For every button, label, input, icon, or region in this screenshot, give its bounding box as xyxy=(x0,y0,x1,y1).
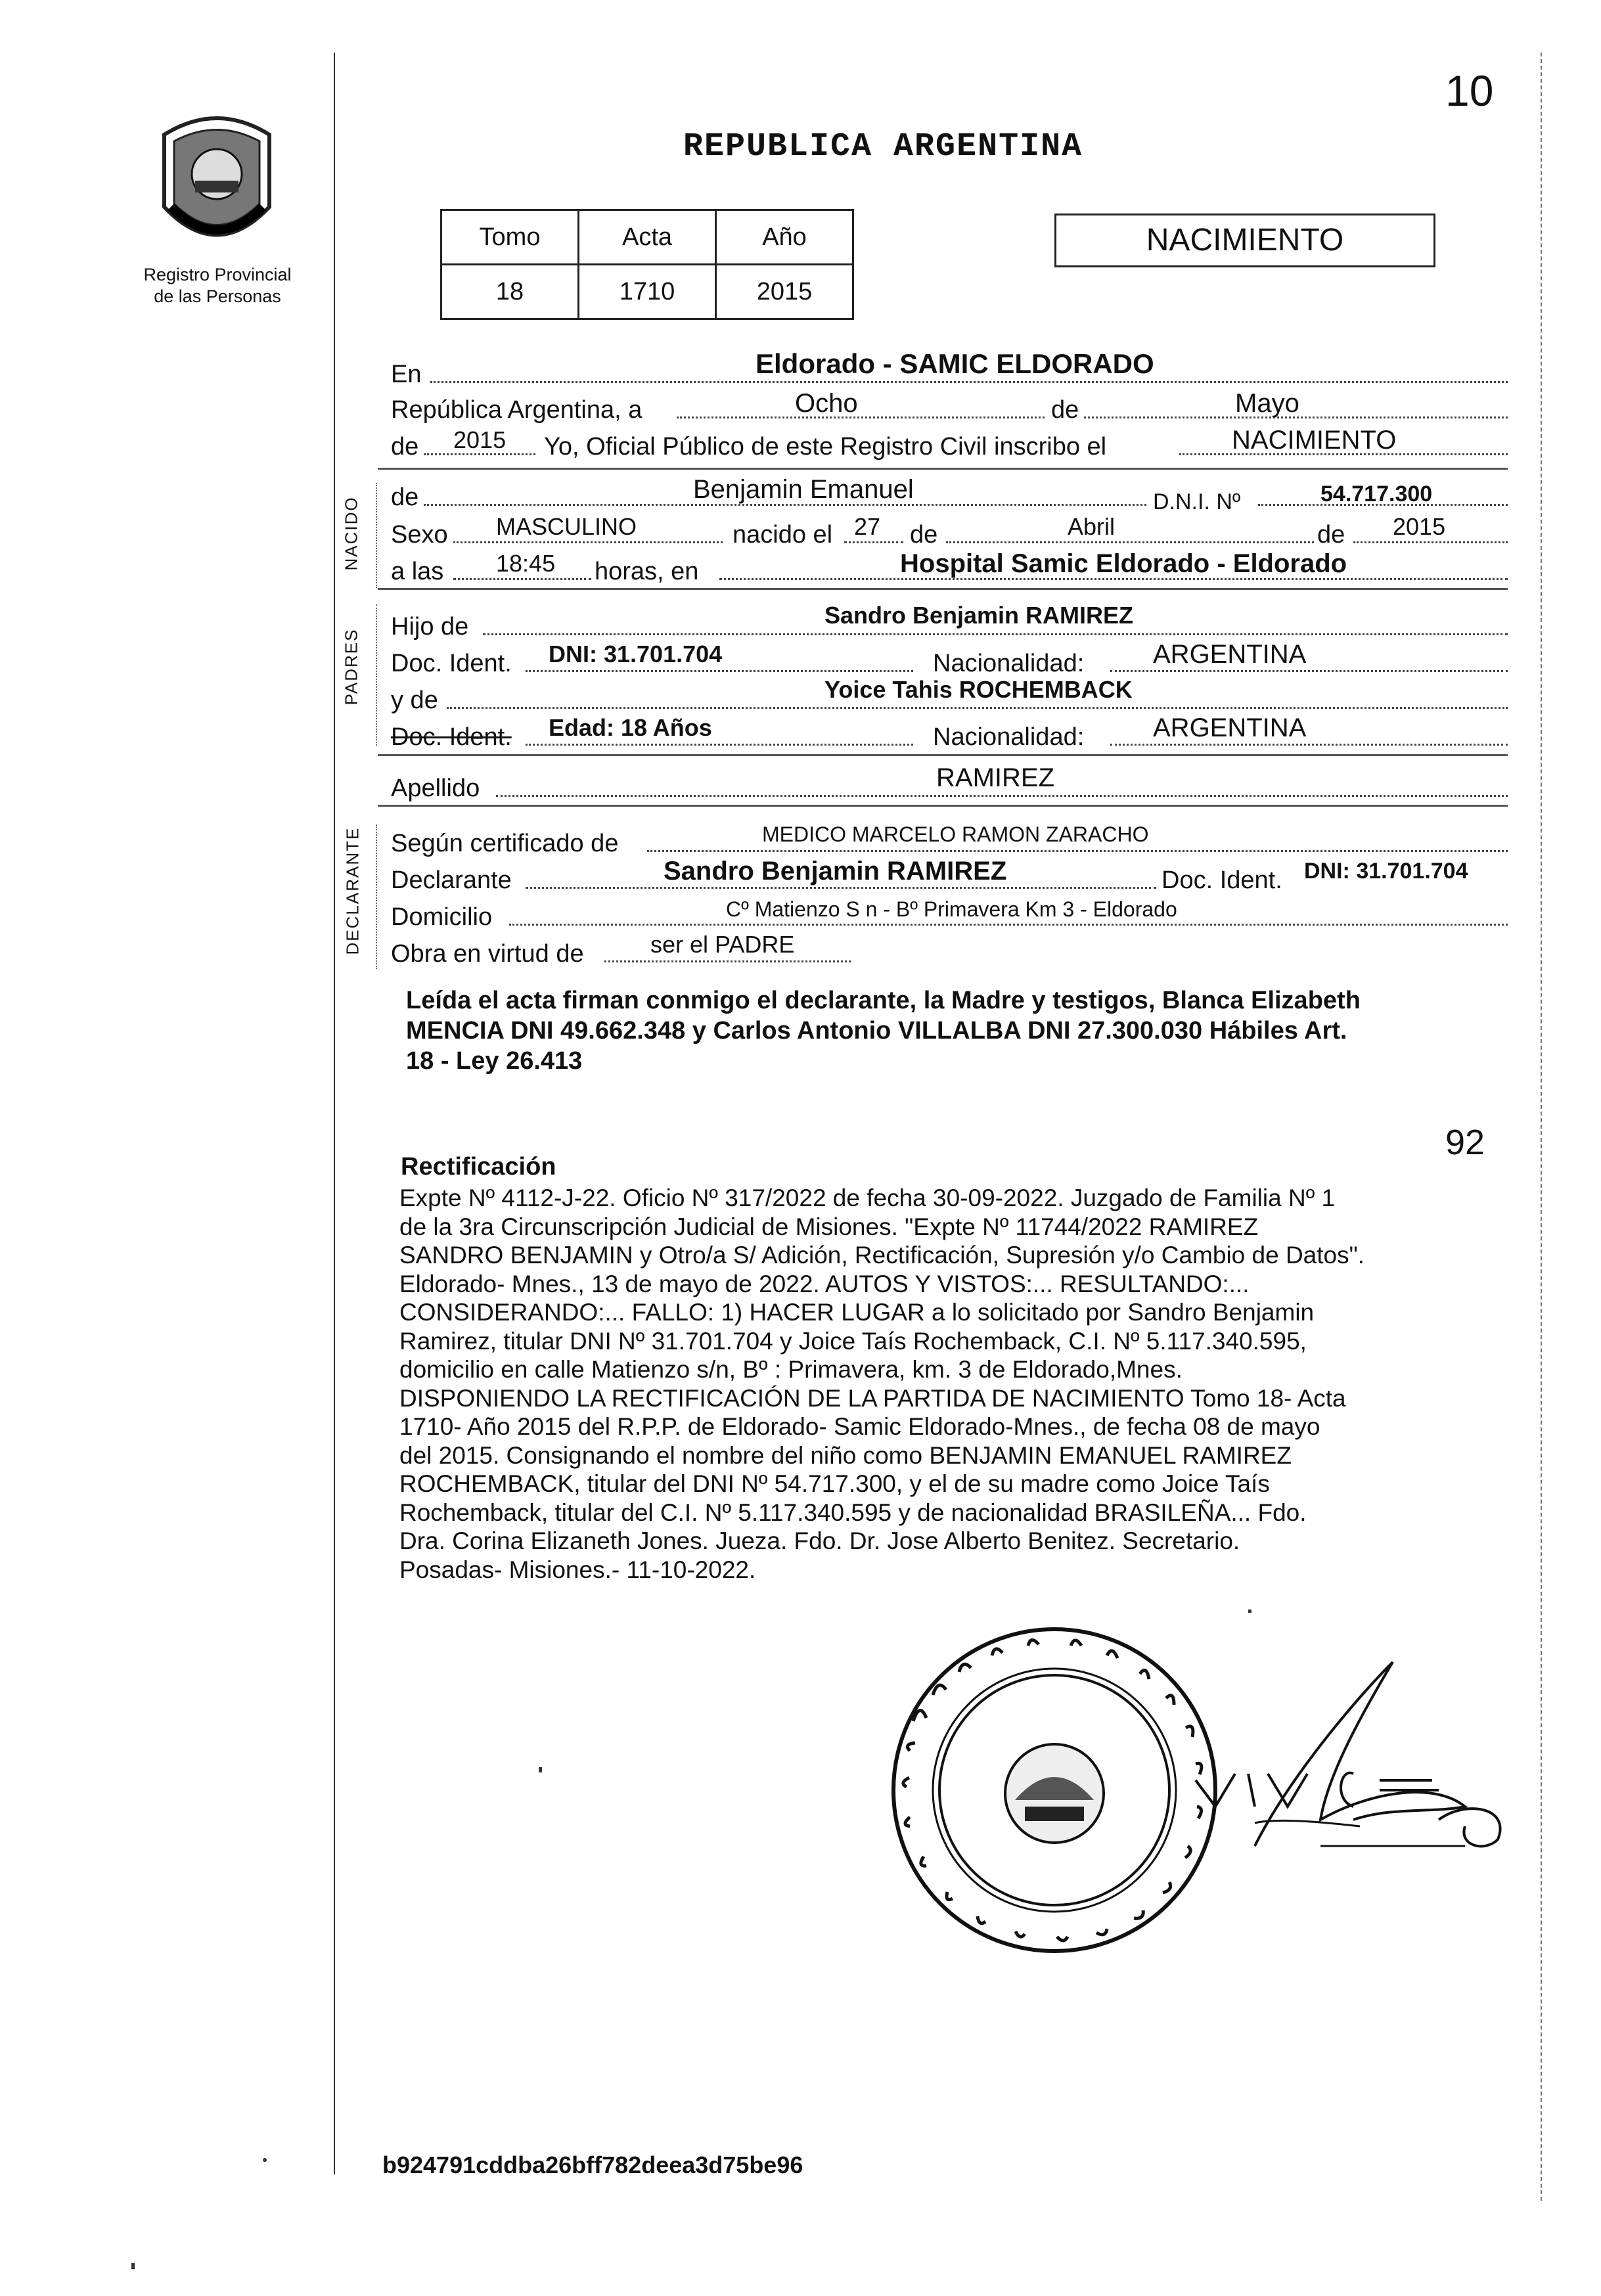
nombre-dotline xyxy=(424,504,1146,506)
act-type-box xyxy=(1054,214,1435,267)
nac-de-label: de xyxy=(910,521,938,549)
scan-speck xyxy=(1248,1609,1251,1613)
section-label-nacido: NACIDO xyxy=(341,496,361,571)
madre-dotline xyxy=(447,707,1508,709)
rectificacion-line: Dra. Corina Elizaneth Jones. Jueza. Fdo. Dr. Jose Alberto Benitez. Secretario. xyxy=(399,1527,1240,1554)
document-hash: b924791cddba26bff782deea3d75be96 xyxy=(382,2151,803,2178)
firma-line-1: Leída el acta firman conmigo el declarante, la Madre y testigos, Blanca Elizabeth xyxy=(406,987,1361,1014)
tomo-acta-anio-table xyxy=(440,209,854,320)
nac-mes-value: Abril xyxy=(1068,513,1116,540)
declarante-dotline xyxy=(526,887,1156,889)
obra-label: Obra en virtud de xyxy=(391,940,584,968)
apellido-value: RAMIREZ xyxy=(936,763,1054,792)
certificado-label: Según certificado de xyxy=(391,830,619,857)
scan-speck xyxy=(263,2158,267,2162)
table-header-acta: Acta xyxy=(579,210,716,265)
mes-value: Mayo xyxy=(1235,389,1299,418)
rectificacion-line: DISPONIENDO LA RECTIFICACIÓN DE LA PARTIDA DE NACIMIENTO Tomo 18- Acta xyxy=(399,1384,1346,1412)
rectificacion-line: Rochemback, titular del C.I. Nº 5.117.340.595 y de nacionalidad BRASILEÑA... Fdo. xyxy=(399,1498,1307,1526)
divider-3 xyxy=(378,754,1508,756)
nac-mes-dotline xyxy=(946,541,1314,543)
en-value: Eldorado - SAMIC ELDORADO xyxy=(755,348,1154,379)
act-type-label: NACIMIENTO xyxy=(1146,223,1344,258)
rectificacion-line: Expte Nº 4112-J-22. Oficio Nº 317/2022 de fecha 30-09-2022. Juzgado de Familia Nº 1 xyxy=(399,1184,1336,1211)
divider-1 xyxy=(378,468,1508,470)
province-seal-logo xyxy=(154,108,279,263)
left-margin-rule xyxy=(334,53,335,2174)
padres-bracket xyxy=(376,604,377,746)
padre-nac-label: Nacionalidad: xyxy=(933,650,1085,677)
rectificacion-body xyxy=(399,1184,1536,1584)
apellido-dotline xyxy=(496,795,1508,797)
madre-edad-value: Edad: 18 Años xyxy=(549,714,712,741)
right-margin-rule xyxy=(1541,53,1542,2201)
firma-paragraph xyxy=(406,985,1361,1076)
nac-dia-value: 27 xyxy=(854,513,881,540)
nac-anio-value: 2015 xyxy=(1393,513,1446,540)
sexo-dotline xyxy=(453,541,723,543)
madre-doc-dotline xyxy=(526,744,913,746)
dni-value: 54.717.300 xyxy=(1320,482,1433,506)
table-value-acta: 1710 xyxy=(579,265,716,319)
oficial-text: Yo, Oficial Público de este Registro Civil inscribo el xyxy=(544,433,1107,461)
lugar-dotline xyxy=(719,578,1508,580)
rectificacion-line: de la 3ra Circunscripción Judicial de Misiones. "Expte Nº 11744/2022 RAMIREZ xyxy=(399,1213,1259,1240)
rectificacion-line: SANDRO BENJAMIN y Otro/a S/ Adición, Rectificación, Supresión y/o Cambio de Datos". xyxy=(399,1242,1365,1269)
rectificacion-page-number: 92 xyxy=(1445,1123,1485,1162)
madre-nac-value: ARGENTINA xyxy=(1153,713,1307,742)
table-value-anio: 2015 xyxy=(716,265,853,319)
page-number: 10 xyxy=(1445,66,1494,115)
table-header-tomo: Tomo xyxy=(441,210,579,265)
apellido-label: Apellido xyxy=(391,775,480,802)
table-header-anio: Año xyxy=(716,210,853,265)
rectificacion-line: del 2015. Consignando el nombre del niño como BENJAMIN EMANUEL RAMIREZ xyxy=(399,1441,1292,1469)
declarante-doc-value: DNI: 31.701.704 xyxy=(1304,859,1468,884)
rectificacion-line: 1710- Año 2015 del R.P.P. de Eldorado- Samic Eldorado-Mnes., de fecha 08 de mayo xyxy=(399,1413,1320,1440)
section-label-declarante: DECLARANTE xyxy=(342,826,363,955)
scan-speck xyxy=(539,1767,542,1772)
nac-anio-dotline xyxy=(1353,541,1508,543)
handwritten-signature xyxy=(1156,1649,1524,1866)
country-title: REPUBLICA ARGENTINA xyxy=(683,128,1083,166)
nac-dia-dotline xyxy=(844,541,903,543)
domicilio-label: Domicilio xyxy=(391,903,493,931)
de-anio-label: de xyxy=(391,433,419,461)
rectificacion-line: Eldorado- Mnes., 13 de mayo de 2022. AUTOS Y VISTOS:... RESULTANDO:... xyxy=(399,1270,1250,1297)
rectificacion-line: CONSIDERANDO:... FALLO: 1) HACER LUGAR a lo solicitado por Sandro Benjamin xyxy=(399,1299,1315,1326)
section-label-padres: PADRES xyxy=(341,628,361,706)
hora-dotline xyxy=(453,578,591,580)
domicilio-value: Cº Matienzo S n - Bº Primavera Km 3 - Eldorado xyxy=(726,897,1177,921)
dni-label: D.N.I. Nº xyxy=(1153,489,1241,514)
nac-de2-label: de xyxy=(1317,521,1345,549)
scan-speck xyxy=(131,2263,135,2269)
domicilio-dotline xyxy=(509,924,1508,926)
padre-nac-value: ARGENTINA xyxy=(1153,640,1307,669)
firma-line-2: MENCIA DNI 49.662.348 y Carlos Antonio VILLALBA DNI 27.300.030 Hábiles Art. xyxy=(406,1017,1347,1045)
obra-value: ser el PADRE xyxy=(650,931,795,958)
madre-doc-label-struck: Doc. Ident. xyxy=(391,723,512,751)
firma-line-3: 18 - Ley 26.413 xyxy=(406,1047,583,1075)
obra-dotline xyxy=(604,960,851,962)
rectificacion-line: ROCHEMBACK, titular del DNI Nº 54.717.300, y el de su madre como Joice Taís xyxy=(399,1470,1270,1497)
madre-value: Yoice Tahis ROCHEMBACK xyxy=(824,676,1133,703)
dia-value: Ocho xyxy=(795,389,858,418)
declarante-doc-label: Doc. Ident. xyxy=(1161,867,1282,894)
org-name-line1: Registro Provincial xyxy=(143,265,292,284)
inscribe-value: NACIMIENTO xyxy=(1232,426,1397,455)
sexo-label: Sexo xyxy=(391,521,448,549)
rectificacion-line: domicilio en calle Matienzo s/n, Bº : Primavera, km. 3 de Eldorado,Mnes. xyxy=(399,1356,1183,1383)
padre-doc-label: Doc. Ident. xyxy=(391,650,512,677)
nombre-de-label: de xyxy=(391,484,419,511)
horas-en-label: horas, en xyxy=(595,558,699,585)
rectificacion-line: Posadas- Misiones.- 11-10-2022. xyxy=(399,1556,756,1583)
declarante-label: Declarante xyxy=(391,867,512,894)
rectificacion-line: Ramirez, titular DNI Nº 31.701.704 y Joice Taís Rochemback, C.I. Nº 5.117.340.595, xyxy=(399,1327,1307,1355)
divider-2 xyxy=(378,588,1508,590)
republica-label: República Argentina, a xyxy=(391,396,643,424)
nacido-bracket xyxy=(376,483,377,588)
nacido-el-label: nacido el xyxy=(733,521,833,549)
hora-value: 18:45 xyxy=(496,550,556,577)
declarante-value: Sandro Benjamin RAMIREZ xyxy=(664,857,1007,886)
republica-dotline xyxy=(677,416,1045,418)
certificado-dotline xyxy=(647,850,1508,852)
declarante-bracket xyxy=(376,824,377,969)
en-label: En xyxy=(391,361,422,388)
nombre-value: Benjamin Emanuel xyxy=(693,475,914,504)
padre-doc-value: DNI: 31.701.704 xyxy=(549,641,723,667)
rectificacion-title: Rectificación xyxy=(401,1153,556,1181)
org-name-line2: de las Personas xyxy=(154,286,281,306)
en-dotline xyxy=(430,381,1508,383)
lugar-value: Hospital Samic Eldorado - Eldorado xyxy=(900,549,1347,578)
table-value-tomo: 18 xyxy=(441,265,579,319)
de-mes-label: de xyxy=(1051,396,1079,424)
divider-4 xyxy=(378,805,1508,807)
certificado-value: MEDICO MARCELO RAMON ZARACHO xyxy=(762,822,1149,846)
padre-value: Sandro Benjamin RAMIREZ xyxy=(824,602,1134,629)
padre-dotline xyxy=(483,633,1508,635)
anio-value: 2015 xyxy=(453,426,507,453)
hijo-de-label: Hijo de xyxy=(391,613,469,641)
alas-label: a las xyxy=(391,558,444,585)
padre-doc-dotline xyxy=(526,670,913,672)
madre-nac-dotline xyxy=(1110,744,1508,746)
madre-nac-label: Nacionalidad: xyxy=(933,723,1085,751)
sexo-value: MASCULINO xyxy=(496,513,637,540)
padre-nac-dotline xyxy=(1110,670,1508,672)
y-de-label: y de xyxy=(391,687,438,714)
